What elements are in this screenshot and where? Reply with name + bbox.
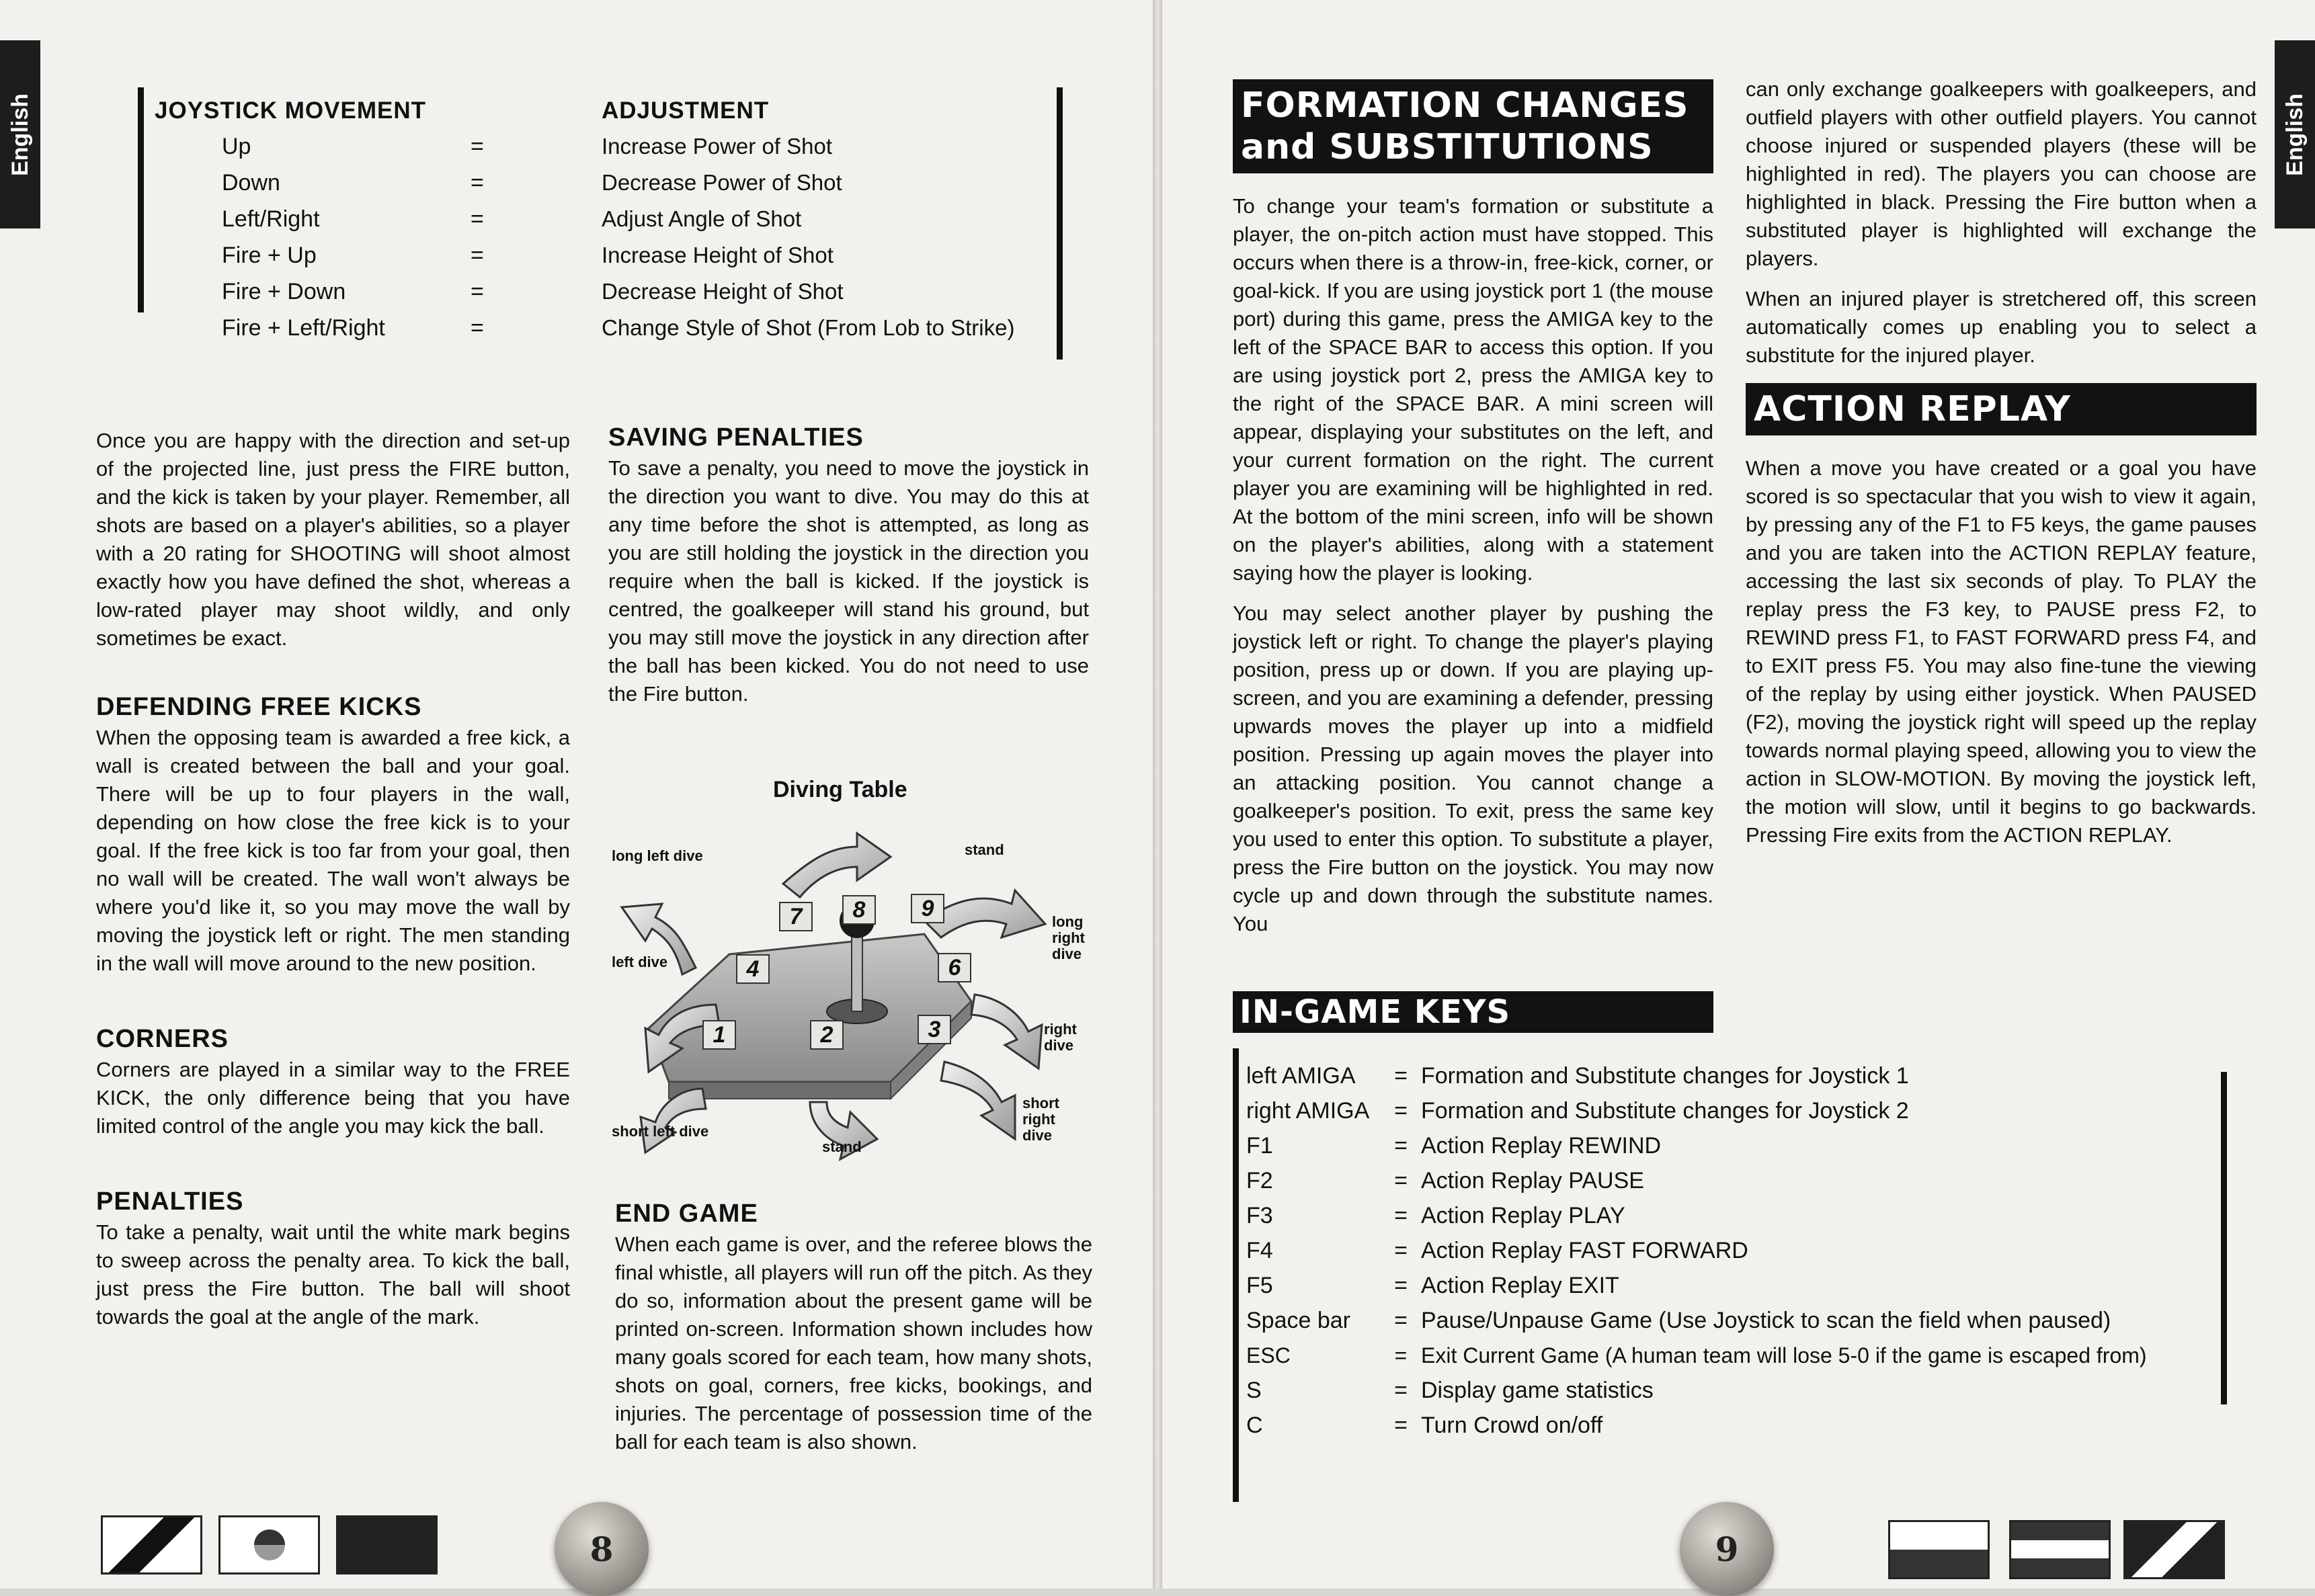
- table-bar: [1233, 1048, 1239, 1502]
- saving-text: To save a penalty, you need to move the joystick in the direction you want to dive. You may do this at any time before the shot is attempted, as long as you are still holding the joystick in the direction you require when the ball is kicked. If the joystick is centred, the goalkeeper will stand his ground, but you may still move the joystick in any direction after the ball has been kicked. You do not need to use the Fire button.: [608, 456, 1089, 706]
- flag-icon: [2009, 1520, 2111, 1579]
- key-row: F3 = Action Replay PLAY: [1246, 1203, 1625, 1228]
- formation-p1: To change your team's formation or substitute a player, the on-pitch action must have stopped. This occurs when there is a throw-in, free-kick, corner, or goal-kick. If you are using joystick port 1 (the mouse port) during this game, press the AMIGA key to the left of the SPACE BAR to access this option. If you are using joystick port 2, press the AMIGA key to the right of the SPACE BAR. A mini screen will appear, displaying your substitutes on the left, and your current formation on the right. The current player you are examining will be highlighted in red. At the bottom of the mini screen, info will be shown on the player's abilities, along with a statement saying how the player is looking.: [1233, 194, 1713, 585]
- end-game-title: END GAME: [615, 1200, 758, 1228]
- formation-banner: FORMATION CHANGES and SUBSTITUTIONS: [1233, 79, 1713, 173]
- right-page: [1162, 0, 2315, 1589]
- formation-p4: When an injured player is stretchered off, this screen automatically comes up enabling you to select a substitute for the injured player.: [1746, 287, 2257, 367]
- short-right-arrow: [941, 1062, 1015, 1139]
- left-page: [0, 0, 1153, 1589]
- key-7: 7: [779, 902, 813, 931]
- end-game-text: When each game is over, and the referee blows the final whistle, all players will run off the pitch. As they do so, information about the present game will be printed on-screen. Information shown includes how many goals scored for each team, how many shots, shots on goal, corners, free kicks, bookings, and injuries. The percentage of possession time of the ball for each team is also shown.: [615, 1232, 1092, 1454]
- joystick-row: Fire + Up =: [222, 243, 484, 268]
- diving-table-title: Diving Table: [773, 777, 907, 802]
- flag-icon: [336, 1515, 438, 1574]
- defending-text: When the opposing team is awarded a free kick, a wall is created between the ball and your goal. There will be up to four players in the wall, depending on how close the free kick is to your goal. If the free kick is too far from your goal, then no wall will be created. The wall won't always be where you'd like it, so you may move the wall by moving the joystick left or right. The men standing in the wall will move around to the new position.: [96, 726, 570, 975]
- label-stand-bottom: stand: [822, 1138, 862, 1155]
- adjustment-row: Increase Height of Shot: [602, 243, 834, 267]
- joystick-row: Up =: [222, 134, 484, 159]
- adjustment-row: Adjust Angle of Shot: [602, 206, 802, 231]
- key-3: 3: [918, 1015, 951, 1044]
- page-number: 8: [590, 1529, 614, 1569]
- formation-column-2: [1746, 75, 2257, 862]
- label-long-left-dive: long left dive: [612, 847, 703, 864]
- penalties-text: To take a penalty, wait until the white mark begins to sweep across the penalty area. To kick the ball, just press the Fire button. The ball will shoot towards the goal at the angle of the mark.: [96, 1220, 570, 1329]
- label-long-right-dive: long right dive: [1052, 913, 1085, 962]
- label-short-right-dive: short right dive: [1022, 1095, 1059, 1144]
- language-tab: English: [0, 40, 40, 228]
- adjustment-row: Change Style of Shot (From Lob to Strike): [602, 315, 1015, 340]
- language-tab: English: [2275, 40, 2315, 228]
- formation-column: [1233, 79, 1713, 950]
- label-stand-top: stand: [965, 841, 1004, 858]
- table-bar: [2221, 1072, 2227, 1404]
- formation-p2: You may select another player by pushing the joystick left or right. To change the player's playing position, press up or down. If you are playing up-screen, and you are examining a defender, pressing upwards moves the player up into a midfield position. Pressing up again moves the player into an attacking position. You cannot change a goalkeeper's position. To exit, press the same key you used to enter this option. To substitute a player, press the Fire button on the joystick. You may now cycle up and down through the substitute names. You: [1233, 601, 1713, 935]
- key-row: S = Display game statistics: [1246, 1378, 1654, 1403]
- key-9: 9: [911, 894, 944, 923]
- diving-table-diagram: [608, 773, 1092, 1163]
- key-row: right AMIGA = Formation and Substitute changes for Joystick 2: [1246, 1098, 1909, 1124]
- corners-text: Corners are played in a similar way to the FREE KICK, the only difference being that you have limited control of the angle you may kick the ball.: [96, 1058, 570, 1138]
- label-left-dive: left dive: [612, 954, 668, 970]
- right-column: [608, 423, 1089, 720]
- stand-top-arrow: [783, 833, 891, 897]
- end-game-section: [615, 1200, 1092, 1468]
- penalties-title: PENALTIES: [96, 1187, 244, 1216]
- key-2: 2: [810, 1020, 844, 1050]
- key-4: 4: [736, 954, 770, 984]
- adjustment-row: Increase Power of Shot: [602, 134, 833, 159]
- key-row: ESC = Exit Current Game (A human team will lose 5-0 if the game is escaped from): [1246, 1343, 2147, 1368]
- flag-icon: [101, 1515, 202, 1574]
- flag-icon: [2123, 1520, 2225, 1579]
- flag-icon: [1888, 1520, 1990, 1579]
- joystick-illustration: [608, 773, 1092, 1163]
- action-replay-banner: ACTION REPLAY: [1746, 383, 2257, 435]
- ingame-keys-banner: IN-GAME KEYS: [1233, 991, 1713, 1033]
- label-short-left-dive: short left dive: [612, 1123, 709, 1140]
- action-replay-text: When a move you have created or a goal you have scored is so spectacular that you wish to view it again, by pressing any of the F1 to F5 keys, the game pauses and you are taken into the ACTION REPLAY feature, accessing the last six seconds of play. To PLAY the replay press the F3 key, to PAUSE press F2, to REWIND press F1, to FAST FORWARD press F4, and to EXIT press F5. You may also fine-tune the viewing of the replay by using either joystick. When PAUSED (F2), moving the joystick right will speed up the replay towards normal playing speed, allowing you to view the action in SLOW-MOTION. By moving the joystick left, the motion will slow, until it begins to go backwards. Pressing Fire exits from the ACTION REPLAY.: [1746, 456, 2257, 847]
- joystick-row: Fire + Left/Right =: [222, 315, 484, 341]
- key-row: F2 = Action Replay PAUSE: [1246, 1168, 1644, 1193]
- corners-title: CORNERS: [96, 1025, 229, 1053]
- joystick-table: [155, 97, 504, 346]
- key-6: 6: [938, 953, 971, 982]
- key-8: 8: [842, 895, 876, 925]
- defending-title: DEFENDING FREE KICKS: [96, 693, 422, 721]
- table-bar: [1057, 87, 1063, 360]
- formation-p3: can only exchange goalkeepers with goalkeepers, and outfield players with other outfield players. You cannot choose injured or suspended players (these will be highlighted in red). The players you can choose are highlighted in black. Pressing the Fire button when a substituted player is highlighted will exchange the players.: [1746, 77, 2257, 270]
- key-row: left AMIGA = Formation and Substitute changes for Joystick 1: [1246, 1063, 1909, 1089]
- joystick-row: Down =: [222, 170, 484, 196]
- key-row: F4 = Action Replay FAST FORWARD: [1246, 1238, 1748, 1263]
- right-arrow: [971, 995, 1042, 1068]
- page-number-ball: [555, 1502, 649, 1596]
- joystick-row: Fire + Down =: [222, 279, 484, 304]
- page-number: 9: [1715, 1529, 1739, 1569]
- key-row: Space bar = Pause/Unpause Game (Use Joystick to scan the field when paused): [1246, 1308, 2111, 1333]
- joystick-title: JOYSTICK MOVEMENT: [155, 97, 426, 124]
- key-row: F5 = Action Replay EXIT: [1246, 1273, 1619, 1298]
- key-1: 1: [702, 1020, 736, 1050]
- gutter: [1153, 0, 1162, 1589]
- label-right-dive: right dive: [1044, 1021, 1077, 1054]
- table-bar: [138, 87, 144, 312]
- adjustment-table: [602, 97, 1052, 346]
- ingame-keys-table: [1246, 1058, 2214, 1443]
- intro-paragraph: Once you are happy with the direction and set-up of the projected line, just press the FIRE button, and the kick is taken by your player. Remember, all shots are based on a player's abilities, so a player with a 20 rating for SHOOTING will shoot almost exactly how you have defined the shot, whereas a low-rated player may shoot wildly, and only sometimes be exact.: [96, 429, 570, 650]
- short-left-arrow: [641, 1089, 706, 1152]
- saving-title: SAVING PENALTIES: [608, 423, 864, 452]
- left-column: [96, 427, 570, 1343]
- joystick-row: Left/Right =: [222, 206, 484, 232]
- key-row: C = Turn Crowd on/off: [1246, 1413, 1603, 1438]
- key-row: F1 = Action Replay REWIND: [1246, 1133, 1662, 1159]
- adjustment-row: Decrease Power of Shot: [602, 170, 842, 195]
- adjustment-row: Decrease Height of Shot: [602, 279, 844, 304]
- adjustment-title: ADJUSTMENT: [602, 97, 770, 124]
- flag-icon: [218, 1515, 320, 1574]
- page-number-ball: [1680, 1502, 1774, 1596]
